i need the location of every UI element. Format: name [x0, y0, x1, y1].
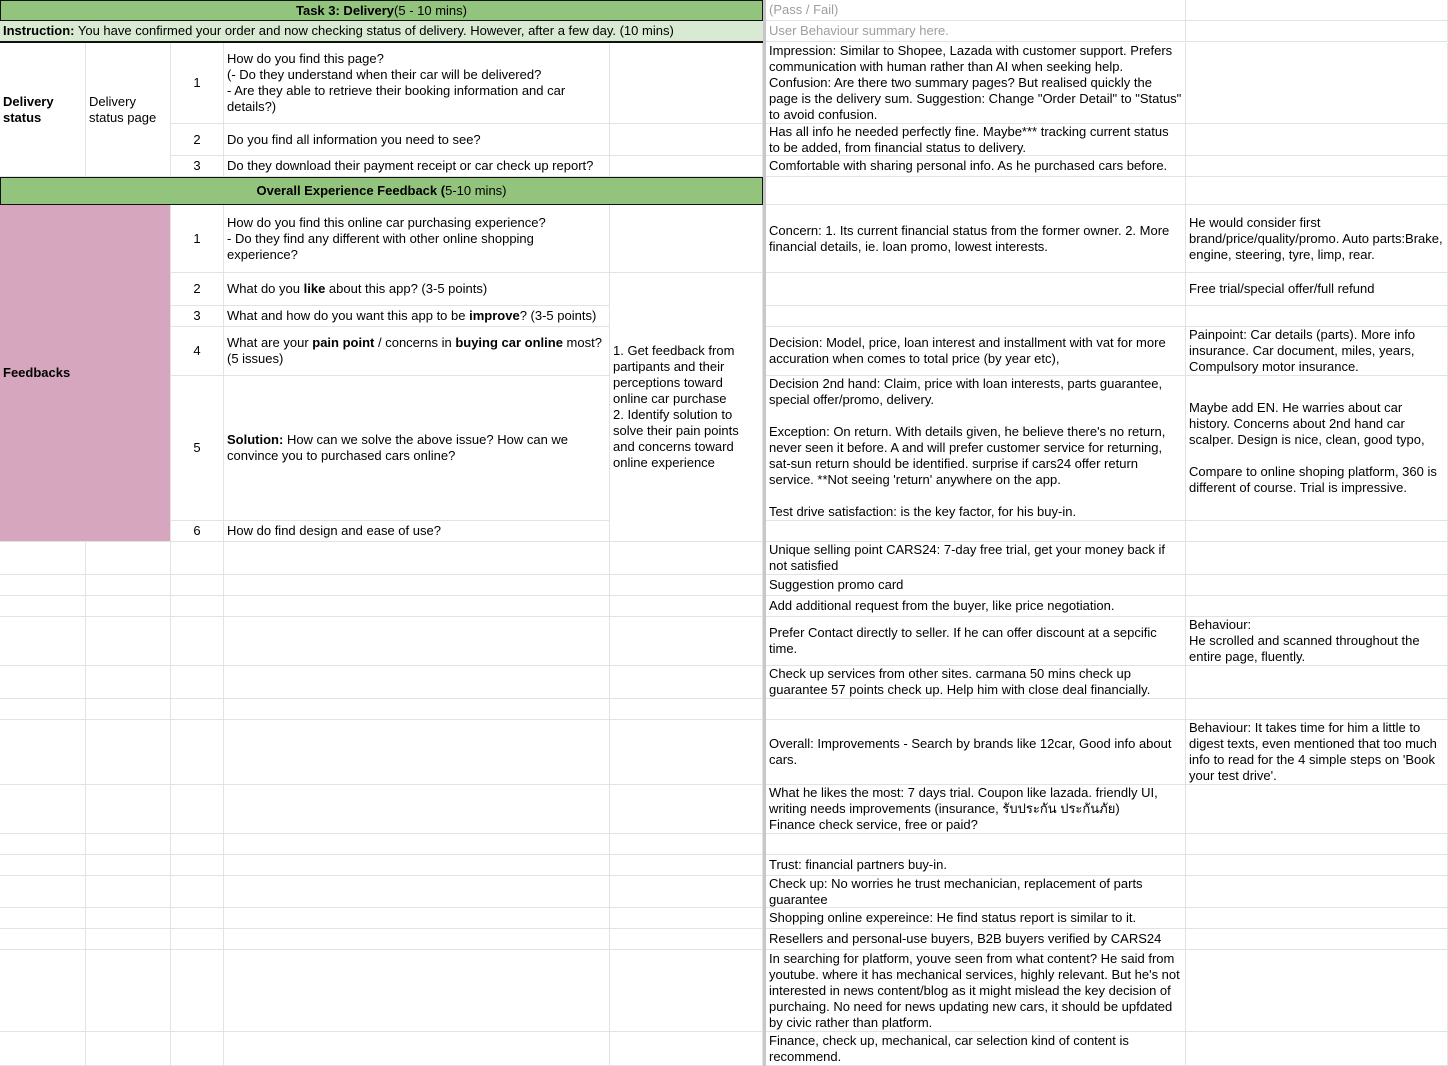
cell[interactable]: [86, 908, 171, 929]
cell[interactable]: [86, 720, 171, 785]
cell[interactable]: [1186, 521, 1448, 542]
question-number[interactable]: [171, 124, 224, 156]
q3-text-a: What and how do you want this app to be: [227, 308, 470, 323]
cell[interactable]: [0, 617, 86, 666]
note-cell[interactable]: [766, 785, 1186, 834]
question-text[interactable]: [224, 43, 610, 124]
note-text: Comfortable with sharing personal info. As he purchased cars before.: [769, 158, 1168, 173]
note-cell[interactable]: [766, 855, 1186, 876]
note-text: Decision 2nd hand: Claim, price with loan interests, parts guarantee, special offer/promo, delivery. Exception: On return. With details given, he believe there's no return, never seen it before. A and will prefer customer service for returning, sat-sun return should be identified. surprise if cars24 offer return service. **Not seeing 'return' anywhere on the app. Test drive satisfaction: is the key factor, for his buy-in.: [769, 376, 1166, 519]
cell[interactable]: [1186, 177, 1448, 205]
cell[interactable]: [0, 542, 86, 575]
cell[interactable]: [766, 177, 1186, 205]
research-goal-text: 1. Get feedback from partipants and their perceptions toward online car purchase 2. Identify solution to solve their pain points and concerns toward online experience: [613, 343, 739, 470]
cell[interactable]: [171, 1032, 224, 1066]
note-text: Check up: No worries he trust mechanician, replacement of parts guarantee: [769, 876, 1143, 907]
pass-fail-text: (Pass / Fail): [769, 2, 839, 17]
overall-title[interactable]: [0, 177, 763, 205]
cell[interactable]: [86, 617, 171, 666]
cell[interactable]: [224, 575, 610, 596]
extra-note-cell[interactable]: [1186, 575, 1448, 596]
cell[interactable]: [0, 575, 86, 596]
task3-title[interactable]: [0, 0, 763, 21]
summary-cell[interactable]: [766, 21, 1186, 42]
cell[interactable]: [0, 834, 86, 855]
extra-note-cell[interactable]: [1186, 205, 1448, 273]
cell[interactable]: [86, 1032, 171, 1066]
note-text: Shopping online expereince: He find status report is similar to it.: [769, 910, 1137, 925]
instruction-label: Instruction:: [3, 23, 75, 38]
note-cell[interactable]: [766, 1032, 1186, 1066]
question-number[interactable]: [171, 156, 224, 177]
cell[interactable]: [224, 596, 610, 617]
cell[interactable]: [1186, 124, 1448, 156]
note-cell[interactable]: [766, 699, 1186, 720]
cell[interactable]: [610, 1032, 763, 1066]
cell[interactable]: [610, 156, 763, 177]
extra-note-cell[interactable]: [1186, 327, 1448, 376]
cell[interactable]: [86, 876, 171, 908]
question-text-content: How do you find this page? (- Do they understand when their car will be delivered? - Are they able to retrieve their booking information and car details?): [227, 51, 566, 114]
q4-text-bold-1: pain point: [312, 335, 375, 350]
q4-text-a: What are your: [227, 335, 313, 350]
note-text: Finance, check up, mechanical, car selection kind of content is recommend.: [769, 1032, 1129, 1064]
extra-note-cell[interactable]: [1186, 929, 1448, 950]
extra-note-cell[interactable]: [1186, 699, 1448, 720]
cell[interactable]: [0, 785, 86, 834]
cell[interactable]: [0, 876, 86, 908]
note-cell[interactable]: [766, 376, 1186, 521]
question-number-text: 3: [193, 158, 201, 173]
question-number[interactable]: [171, 327, 224, 376]
question-number[interactable]: [171, 521, 224, 542]
note-cell[interactable]: [766, 156, 1186, 177]
note-cell[interactable]: [766, 720, 1186, 785]
extra-note-cell[interactable]: [1186, 376, 1448, 521]
q3-text-c: ? (3-5 points): [519, 308, 597, 323]
question-number-text: 5: [193, 440, 201, 455]
question-text-content: How do find design and ease of use?: [227, 523, 441, 538]
extra-note-cell[interactable]: [1186, 666, 1448, 699]
note-cell[interactable]: [766, 834, 1186, 855]
cell[interactable]: [86, 666, 171, 699]
note-text: Concern: 1. Its current financial status from the former owner. 2. More financial details, ie. loan promo, lowest interests.: [769, 222, 1170, 254]
extra-note-text: Painpoint: Car details (parts). More info insurance. Car document, miles, years, Compulsory motor insurance.: [1189, 327, 1416, 374]
cell[interactable]: [86, 785, 171, 834]
extra-note-cell[interactable]: [1186, 908, 1448, 929]
extra-note-cell[interactable]: [1186, 617, 1448, 666]
extra-note-cell[interactable]: [1186, 950, 1448, 1032]
cell[interactable]: [0, 908, 86, 929]
question-number[interactable]: [171, 273, 224, 306]
question-number-text: 2: [193, 131, 201, 147]
delivery-subsection-text: Delivery status page: [89, 93, 157, 125]
note-text: Suggestion promo card: [769, 577, 904, 592]
question-number[interactable]: [171, 376, 224, 521]
note-cell[interactable]: [766, 908, 1186, 929]
cell[interactable]: [610, 908, 763, 929]
extra-note-text: Maybe add EN. He warries about car history. Concerns about 2nd hand car scalper. Design is nice, clean, good typo, Compare to online shoping platform, 360 is different of course. Trial is impressive.: [1189, 400, 1437, 495]
cell[interactable]: [224, 699, 610, 720]
cell[interactable]: [224, 929, 610, 950]
question-text[interactable]: [224, 124, 610, 156]
cell[interactable]: [224, 834, 610, 855]
note-text: Add additional request from the buyer, like price negotiation.: [769, 598, 1115, 613]
cell[interactable]: [610, 666, 763, 699]
cell[interactable]: [224, 666, 610, 699]
note-text: Impression: Similar to Shopee, Lazada with customer support. Prefers communication with human rather than AI when seeking help. Confusion: Are there two summary pages? But realised quickly the page is the delivery sum. Suggestion: Change "Order Detail" to "Status" to avoid confusion.: [769, 43, 1182, 122]
cell[interactable]: [610, 617, 763, 666]
note-cell[interactable]: [766, 929, 1186, 950]
cell[interactable]: [171, 785, 224, 834]
cell[interactable]: [610, 876, 763, 908]
cell[interactable]: [171, 950, 224, 1032]
note-cell[interactable]: [766, 43, 1186, 124]
feedbacks-section-label[interactable]: [0, 205, 171, 542]
note-text: Unique selling point CARS24: 7-day free trial, get your money back if not satisfied: [769, 542, 1165, 573]
instruction-text: You have confirmed your order and now checking status of delivery. However, after a few day. (10 mins): [74, 23, 674, 38]
delivery-section-text: Delivery status: [3, 93, 54, 125]
note-cell[interactable]: [766, 596, 1186, 617]
q5-text-bold: Solution:: [227, 432, 284, 447]
research-goal-cell[interactable]: [610, 273, 763, 542]
cell[interactable]: [224, 855, 610, 876]
feedbacks-section-text: Feedbacks: [3, 365, 71, 380]
q2-text-a: What do you: [227, 281, 304, 296]
cell[interactable]: [171, 876, 224, 908]
cell[interactable]: [86, 950, 171, 1032]
question-text-content: Do they download their payment receipt or car check up report?: [227, 158, 594, 173]
question-text[interactable]: [224, 205, 610, 273]
question-number-text: 2: [193, 281, 201, 296]
task3-title-bold: Task 3: Delivery: [295, 2, 395, 18]
q3-text-bold: improve: [469, 308, 520, 323]
cell[interactable]: [86, 929, 171, 950]
delivery-section-label[interactable]: [0, 43, 86, 177]
summary-text: User Behaviour summary here.: [769, 23, 949, 38]
cell[interactable]: [224, 542, 610, 575]
extra-note-cell[interactable]: [1186, 596, 1448, 617]
cell[interactable]: [224, 876, 610, 908]
frozen-column-divider[interactable]: [763, 0, 766, 1066]
q2-text-c: about this app? (3-5 points): [325, 281, 488, 296]
cell[interactable]: [86, 596, 171, 617]
cell[interactable]: [610, 834, 763, 855]
note-text: Overall: Improvements - Search by brands like 12car, Good info about cars.: [769, 736, 1172, 767]
q4-text-c: / concerns in: [374, 335, 456, 350]
cell[interactable]: [171, 596, 224, 617]
cell[interactable]: [610, 950, 763, 1032]
cell[interactable]: [224, 785, 610, 834]
cell[interactable]: [0, 596, 86, 617]
note-cell[interactable]: [766, 542, 1186, 575]
note-cell[interactable]: [766, 666, 1186, 699]
cell[interactable]: [86, 575, 171, 596]
cell[interactable]: [0, 1032, 86, 1066]
cell[interactable]: [610, 575, 763, 596]
note-text: Trust: financial partners buy-in.: [769, 857, 947, 872]
question-text[interactable]: [224, 273, 610, 306]
question-number-text: 1: [193, 75, 201, 90]
question-text[interactable]: [224, 156, 610, 177]
question-number[interactable]: [171, 43, 224, 124]
note-cell[interactable]: [766, 327, 1186, 376]
question-text[interactable]: [224, 521, 610, 542]
cell[interactable]: [224, 720, 610, 785]
cell[interactable]: [0, 950, 86, 1032]
extra-note-cell[interactable]: [1186, 542, 1448, 575]
cell[interactable]: [86, 699, 171, 720]
note-cell[interactable]: [766, 876, 1186, 908]
cell[interactable]: [610, 124, 763, 156]
cell[interactable]: [224, 617, 610, 666]
cell[interactable]: [224, 908, 610, 929]
q4-text-e: most? (5 issues): [227, 335, 602, 366]
cell[interactable]: [1186, 21, 1448, 42]
cell[interactable]: [171, 575, 224, 596]
cell[interactable]: [610, 205, 763, 273]
extra-note-cell[interactable]: [1186, 855, 1448, 876]
note-cell[interactable]: [766, 124, 1186, 156]
cell[interactable]: [766, 306, 1186, 327]
question-number-text: 6: [193, 523, 201, 538]
extra-note-cell[interactable]: [1186, 1032, 1448, 1066]
cell[interactable]: [86, 834, 171, 855]
note-text: Prefer Contact directly to seller. If he can offer discount at a sepcific time.: [769, 625, 1157, 656]
cell[interactable]: [171, 929, 224, 950]
extra-note-cell[interactable]: [1186, 876, 1448, 908]
note-text: Has all info he needed perfectly fine. Maybe*** tracking current status to be added, from financial status to delivery.: [769, 124, 1169, 155]
extra-note-text: Free trial/special offer/full refund: [1189, 281, 1375, 296]
extra-note-cell[interactable]: [1186, 785, 1448, 834]
cell[interactable]: [610, 929, 763, 950]
overall-title-bold: Overall Experience Feedback (: [256, 183, 446, 198]
cell[interactable]: [610, 855, 763, 876]
cell[interactable]: [1186, 43, 1448, 124]
question-text[interactable]: [224, 327, 610, 376]
cell[interactable]: [0, 855, 86, 876]
note-cell[interactable]: [766, 205, 1186, 273]
cell[interactable]: [171, 617, 224, 666]
question-text[interactable]: [224, 306, 610, 327]
note-text: What he likes the most: 7 days trial. Coupon like lazada. friendly UI, writing needs improvements (insurance, รับประกัน ประกันภัย) Finance check service, free or paid?: [769, 785, 1158, 832]
cell[interactable]: [224, 950, 610, 1032]
question-number-text: 3: [193, 308, 201, 323]
cell[interactable]: [0, 929, 86, 950]
question-text-content: How do you find this online car purchasing experience? - Do they find any different with other online shopping experience?: [227, 214, 546, 262]
note-text: In searching for platform, youve seen from what content? He said from youtube. where it has mechanical services, highly relevant. But he's not interested in news content/blog as it might mislead the key decision of purchaing. No need for news updating new cars, it should be upfdated by civic rather than platform.: [769, 950, 1180, 1030]
cell[interactable]: [610, 542, 763, 575]
cell[interactable]: [610, 720, 763, 785]
question-number-text: 4: [193, 343, 201, 358]
cell[interactable]: [766, 273, 1186, 306]
cell[interactable]: [86, 542, 171, 575]
note-cell[interactable]: [766, 950, 1186, 1032]
pass-fail-cell[interactable]: [766, 0, 1186, 21]
cell[interactable]: [171, 666, 224, 699]
cell[interactable]: [0, 666, 86, 699]
cell[interactable]: [610, 699, 763, 720]
task3-title-rest: (5 - 10 mins): [394, 2, 467, 18]
extra-note-text: Behaviour: It takes time for him a little to digest texts, even mentioned that too much info to read for the 4 simple steps on 'Book your test drive'.: [1189, 720, 1437, 783]
cell[interactable]: [171, 908, 224, 929]
cell[interactable]: [1186, 0, 1448, 21]
cell[interactable]: [1186, 156, 1448, 177]
note-text: Check up services from other sites. carmana 50 mins check up guarantee 57 points check up. Help him with close deal financially.: [769, 666, 1151, 697]
q5-text-rest: How can we solve the above issue? How can we convince you to purchased cars online?: [227, 432, 569, 463]
cell[interactable]: [610, 596, 763, 617]
instruction-cell[interactable]: [0, 21, 763, 42]
extra-note-cell[interactable]: [1186, 720, 1448, 785]
note-cell[interactable]: [766, 617, 1186, 666]
extra-note-cell[interactable]: [1186, 273, 1448, 306]
cell[interactable]: [171, 834, 224, 855]
q2-text-bold: like: [303, 281, 326, 296]
extra-note-text: He would consider first brand/price/quality/promo. Auto parts:Brake, engine, steering, tyre, limp, rear.: [1189, 214, 1443, 262]
question-number-text: 1: [193, 230, 201, 246]
question-text-content: Do you find all information you need to see?: [227, 131, 481, 147]
cell[interactable]: [171, 542, 224, 575]
note-text: Decision: Model, price, loan interest and installment with vat for more accuration when comes to total price (by year etc),: [769, 335, 1166, 366]
cell[interactable]: [1186, 306, 1448, 327]
cell[interactable]: [171, 699, 224, 720]
note-cell[interactable]: [766, 575, 1186, 596]
cell[interactable]: [766, 521, 1186, 542]
cell[interactable]: [0, 699, 86, 720]
cell[interactable]: [171, 855, 224, 876]
question-number[interactable]: [171, 306, 224, 327]
cell[interactable]: [86, 855, 171, 876]
delivery-subsection-label[interactable]: [86, 43, 171, 177]
overall-title-rest: 5-10 mins): [445, 183, 507, 198]
note-text: Resellers and personal-use buyers, B2B buyers verified by CARS24: [769, 931, 1162, 946]
question-text[interactable]: [224, 376, 610, 521]
extra-note-cell[interactable]: [1186, 834, 1448, 855]
cell[interactable]: [224, 1032, 610, 1066]
cell[interactable]: [610, 43, 763, 124]
cell[interactable]: [0, 720, 86, 785]
extra-note-text: Behaviour: He scrolled and scanned throughout the entire page, fluently.: [1189, 617, 1420, 664]
cell[interactable]: [610, 785, 763, 834]
question-number[interactable]: [171, 205, 224, 273]
q4-text-bold-2: buying car online: [455, 335, 563, 350]
cell[interactable]: [171, 720, 224, 785]
